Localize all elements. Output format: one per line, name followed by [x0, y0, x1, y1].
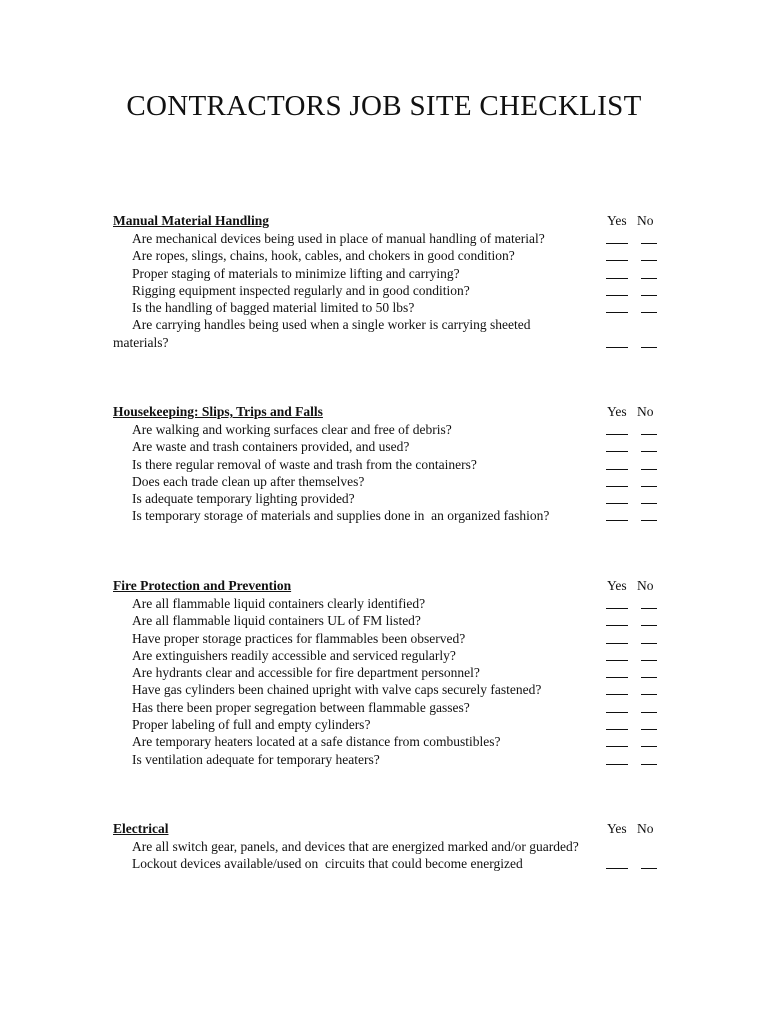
yes-blank[interactable] — [606, 729, 628, 730]
question-text: Does each trade clean up after themselves? — [132, 473, 365, 489]
no-blank[interactable] — [641, 243, 657, 244]
no-blank[interactable] — [641, 643, 657, 644]
answer-blanks[interactable] — [606, 664, 666, 681]
question-text: Is the handling of bagged material limited to 50 lbs? — [132, 300, 415, 316]
no-blank[interactable] — [641, 503, 657, 504]
no-blank[interactable] — [641, 434, 657, 435]
checklist-item — [113, 647, 673, 664]
yes-blank[interactable] — [606, 295, 628, 296]
question-text: Are ropes, slings, chains, hook, cables, and chokers in good condition? — [132, 248, 515, 264]
section-header — [113, 212, 673, 230]
question-text: Has there been proper segregation between flammable gasses? — [132, 699, 470, 715]
question-text: Is there regular removal of waste and trash from the containers? — [132, 456, 477, 472]
checklist-item — [113, 438, 673, 455]
question-text: Have gas cylinders been chained upright with valve caps securely fastened? — [132, 682, 542, 698]
no-blank[interactable] — [641, 260, 657, 261]
yes-blank[interactable] — [606, 677, 628, 678]
question-text: Are carrying handles being used when a single worker is carrying sheeted materials? — [113, 317, 531, 350]
yes-label: Yes — [607, 821, 627, 836]
yes-blank[interactable] — [606, 469, 628, 470]
section-title: Fire Protection and Prevention — [113, 578, 292, 593]
yes-blank[interactable] — [606, 434, 628, 435]
question-text: Are walking and working surfaces clear and free of debris? — [132, 422, 452, 437]
checklist-item — [113, 838, 673, 855]
answer-blanks[interactable] — [606, 699, 666, 716]
answer-blanks[interactable] — [606, 334, 666, 351]
checklist-item — [113, 681, 673, 698]
yes-no-header — [607, 820, 667, 838]
question-text: Are all flammable liquid containers UL of FM listed? — [132, 613, 421, 629]
section-electrical — [113, 820, 673, 873]
checklist-item — [113, 507, 673, 524]
question-text: Proper labeling of full and empty cylinders? — [132, 717, 371, 733]
answer-blanks[interactable] — [606, 265, 666, 282]
yes-no-header — [607, 212, 667, 230]
question-text: Are temporary heaters located at a safe distance from combustibles? — [132, 734, 501, 750]
answer-blanks[interactable] — [606, 282, 666, 299]
no-blank[interactable] — [641, 608, 657, 609]
question-text: Have proper storage practices for flammables been observed? — [132, 630, 466, 646]
no-blank[interactable] — [641, 486, 657, 487]
answer-blanks[interactable] — [606, 733, 666, 750]
no-blank[interactable] — [641, 278, 657, 279]
no-blank[interactable] — [641, 764, 657, 765]
checklist-item — [113, 456, 673, 473]
checklist-item — [113, 612, 673, 629]
document-title: CONTRACTORS JOB SITE CHECKLIST — [126, 90, 642, 122]
yes-label: Yes — [607, 578, 627, 593]
question-text: Proper staging of materials to minimize lifting and carrying? — [132, 265, 460, 281]
section-header — [113, 577, 673, 595]
section-housekeeping — [113, 403, 673, 525]
yes-blank[interactable] — [606, 520, 628, 521]
answer-blanks[interactable] — [606, 421, 666, 438]
answer-blanks[interactable] — [606, 438, 666, 455]
answer-blanks[interactable] — [606, 751, 666, 768]
no-label: No — [637, 213, 654, 228]
answer-blanks[interactable] — [606, 716, 666, 733]
yes-blank[interactable] — [606, 608, 628, 609]
answer-blanks[interactable] — [606, 299, 666, 316]
checklist-item — [113, 595, 673, 612]
answer-blanks[interactable] — [606, 507, 666, 524]
no-label: No — [637, 821, 654, 836]
yes-blank[interactable] — [606, 868, 628, 869]
yes-blank[interactable] — [606, 451, 628, 452]
yes-blank[interactable] — [606, 278, 628, 279]
no-blank[interactable] — [641, 677, 657, 678]
checklist-item — [113, 230, 673, 247]
yes-blank[interactable] — [606, 712, 628, 713]
no-blank[interactable] — [641, 469, 657, 470]
yes-blank[interactable] — [606, 260, 628, 261]
answer-blanks[interactable] — [606, 595, 666, 612]
checklist-item — [113, 473, 673, 490]
section-title: Housekeeping: Slips, Trips and Falls — [113, 404, 323, 419]
checklist-item — [113, 733, 673, 750]
answer-blanks[interactable] — [606, 490, 666, 507]
no-blank[interactable] — [641, 295, 657, 296]
yes-blank[interactable] — [606, 746, 628, 747]
section-title: Electrical — [113, 821, 169, 836]
checklist-item — [113, 247, 673, 264]
section-manual-material-handling — [113, 212, 673, 351]
question-text: Is adequate temporary lighting provided? — [132, 491, 355, 507]
checklist-item — [113, 699, 673, 716]
question-text: Are mechanical devices being used in place of manual handling of material? — [132, 231, 545, 246]
checklist-item — [113, 855, 673, 872]
no-blank[interactable] — [641, 312, 657, 313]
no-label: No — [637, 578, 654, 593]
answer-blanks[interactable] — [606, 630, 666, 647]
yes-label: Yes — [607, 404, 627, 419]
checklist-item — [113, 490, 673, 507]
yes-no-header — [607, 577, 667, 595]
question-text: Are waste and trash containers provided, and used? — [132, 439, 410, 455]
question-text: Is temporary storage of materials and supplies done in an organized fashion? — [132, 508, 550, 524]
answer-blanks[interactable] — [606, 681, 666, 698]
answer-blanks[interactable] — [606, 247, 666, 264]
yes-label: Yes — [607, 213, 627, 228]
yes-blank[interactable] — [606, 347, 628, 348]
section-header — [113, 820, 673, 838]
no-label: No — [637, 404, 654, 419]
yes-blank[interactable] — [606, 243, 628, 244]
no-blank[interactable] — [641, 868, 657, 869]
section-title: Manual Material Handling — [113, 213, 270, 228]
no-blank[interactable] — [641, 712, 657, 713]
yes-blank[interactable] — [606, 643, 628, 644]
answer-blanks[interactable] — [606, 647, 666, 664]
no-blank[interactable] — [641, 625, 657, 626]
no-blank[interactable] — [641, 347, 657, 348]
answer-blanks[interactable] — [606, 612, 666, 629]
answer-blanks[interactable] — [606, 855, 666, 872]
yes-no-header — [607, 403, 667, 421]
checklist-item — [113, 664, 673, 681]
answer-blanks[interactable] — [606, 473, 666, 490]
question-text: Are extinguishers readily accessible and serviced regularly? — [132, 647, 456, 663]
question-text: Is ventilation adequate for temporary heaters? — [132, 751, 380, 767]
checklist-item — [113, 265, 673, 282]
question-text: Rigging equipment inspected regularly and in good condition? — [132, 282, 470, 298]
no-blank[interactable] — [641, 660, 657, 661]
question-text: Are hydrants clear and accessible for fire department personnel? — [132, 665, 480, 681]
yes-blank[interactable] — [606, 694, 628, 695]
no-blank[interactable] — [641, 451, 657, 452]
checklist-item — [113, 716, 673, 733]
question-text: Are all flammable liquid containers clearly identified? — [132, 596, 426, 611]
checklist-item — [113, 299, 673, 316]
no-blank[interactable] — [641, 520, 657, 521]
answer-blanks[interactable] — [606, 456, 666, 473]
section-fire-protection — [113, 577, 673, 768]
section-header — [113, 403, 673, 421]
no-blank[interactable] — [641, 746, 657, 747]
answer-blanks[interactable] — [606, 230, 666, 247]
question-text: Are all switch gear, panels, and devices that are energized marked and/or guarded? — [132, 839, 579, 854]
question-text: Lockout devices available/used on circuits that could become energized — [132, 856, 523, 872]
checklist-item — [113, 630, 673, 647]
yes-blank[interactable] — [606, 312, 628, 313]
checklist-item — [113, 316, 673, 351]
yes-blank[interactable] — [606, 503, 628, 504]
checklist-item — [113, 751, 673, 768]
yes-blank[interactable] — [606, 486, 628, 487]
checklist-item — [113, 282, 673, 299]
no-blank[interactable] — [641, 729, 657, 730]
yes-blank[interactable] — [606, 625, 628, 626]
yes-blank[interactable] — [606, 764, 628, 765]
no-blank[interactable] — [641, 694, 657, 695]
checklist-item — [113, 421, 673, 438]
yes-blank[interactable] — [606, 660, 628, 661]
